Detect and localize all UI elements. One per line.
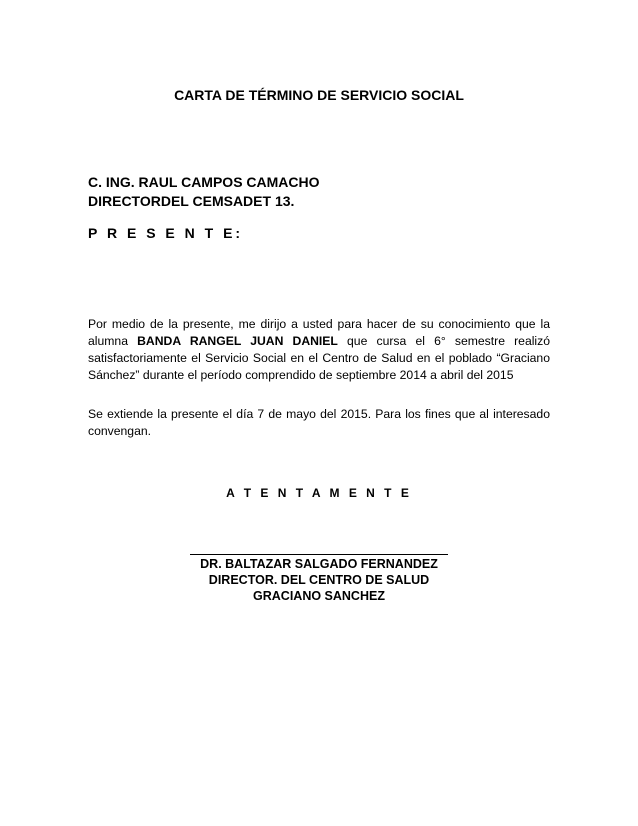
paragraph-1-rest: que cursa el 6° semestre realizó satisfactoriamente el Servicio Social en el Centro de Salud en el poblado “Graciano Sánchez” durante el período comprendido de septiembre 2014 a abril del 2015: [88, 334, 551, 382]
addressee-name: C. ING. RAUL CAMPOS CAMACHO: [88, 174, 320, 190]
paragraph-1-intro: Por medio de la presente, me dirijo a usted para hacer de su conocimiento que la alumna: [88, 317, 550, 348]
student-name: BANDA RANGEL JUAN DANIEL: [137, 334, 338, 348]
signer-position: DIRECTOR. DEL CENTRO DE SALUD: [208, 573, 430, 587]
signer-name: DR. BALTAZAR SALGADO FERNANDEZ: [200, 557, 438, 571]
signer-block: [0, 556, 638, 604]
body-paragraph-1: [88, 316, 550, 384]
salutation: P R E S E N T E:: [88, 225, 244, 241]
addressee-block: [88, 173, 320, 211]
document-title: CARTA DE TÉRMINO DE SERVICIO SOCIAL: [174, 87, 464, 103]
body-paragraph-2: Se extiende la presente el día 7 de mayo del 2015. Para los fines que al interesado convengan.: [88, 407, 550, 438]
closing-text: A T E N T A M E N T E: [226, 486, 412, 500]
addressee-position: DIRECTORDEL CEMSADET 13.: [88, 193, 295, 209]
signer-place: GRACIANO SANCHEZ: [253, 589, 385, 603]
signature-line: [190, 554, 448, 555]
